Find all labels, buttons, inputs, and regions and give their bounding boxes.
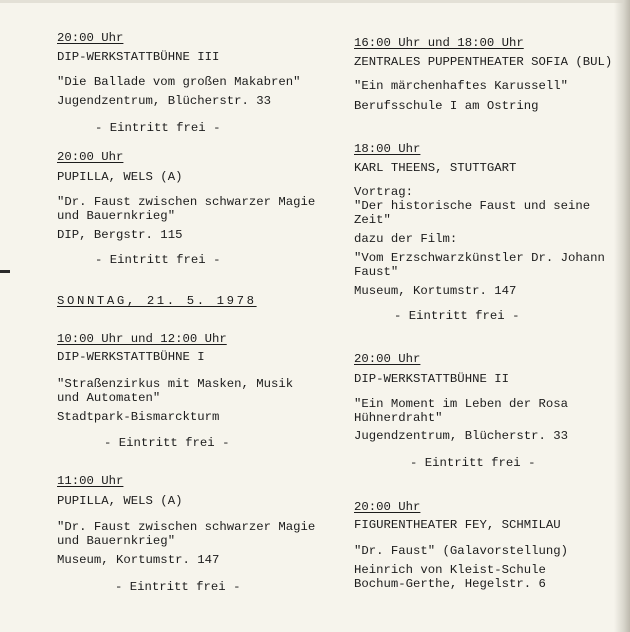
event-title: und Automaten" — [57, 391, 161, 405]
event-time: 16:00 Uhr und 18:00 Uhr — [354, 36, 524, 50]
event-title: "Straßenzirkus mit Masken, Musik — [57, 377, 294, 391]
event-title: "Ein Moment im Leben der Rosa — [354, 397, 569, 411]
top-rule — [0, 0, 630, 3]
event-venue: Stadtpark-Bismarckturm — [57, 410, 220, 424]
event-company: ZENTRALES PUPPENTHEATER SOFIA (BUL) — [354, 55, 613, 69]
event-title: "Die Ballade vom großen Makabren" — [57, 75, 301, 89]
event-time: 11:00 Uhr — [57, 474, 124, 488]
event-film-title: Faust" — [354, 265, 399, 279]
event-entry: - Eintritt frei - — [95, 121, 221, 135]
event-venue: Heinrich von Kleist-Schule — [354, 563, 546, 577]
event-talk-label: Vortrag: — [354, 185, 414, 199]
event-venue: Jugendzentrum, Blücherstr. 33 — [354, 429, 569, 443]
event-film-label: dazu der Film: — [354, 232, 458, 246]
event-time: 10:00 Uhr und 12:00 Uhr — [57, 332, 227, 346]
event-time: 18:00 Uhr — [354, 142, 421, 156]
event-company: DIP-WERKSTATTBÜHNE III — [57, 50, 220, 64]
event-title: Hühnerdraht" — [354, 411, 443, 425]
edge-mark — [0, 270, 10, 273]
event-venue: Berufsschule I am Ostring — [354, 99, 539, 113]
event-title: "Dr. Faust zwischen schwarzer Magie — [57, 195, 316, 209]
event-company: PUPILLA, WELS (A) — [57, 494, 183, 508]
event-venue: Museum, Kortumstr. 147 — [354, 284, 517, 298]
event-company: KARL THEENS, STUTTGART — [354, 161, 517, 175]
event-film-title: "Vom Erzschwarzkünstler Dr. Johann — [354, 251, 605, 265]
event-company: PUPILLA, WELS (A) — [57, 170, 183, 184]
event-entry: - Eintritt frei - — [394, 309, 520, 323]
event-talk-title: Zeit" — [354, 213, 391, 227]
event-time: 20:00 Uhr — [57, 31, 124, 45]
event-title: "Ein märchenhaftes Karussell" — [354, 79, 569, 93]
event-title: "Dr. Faust" (Galavorstellung) — [354, 544, 569, 558]
event-time: 20:00 Uhr — [354, 352, 421, 366]
event-talk-title: "Der historische Faust und seine — [354, 199, 591, 213]
date-heading: SONNTAG, 21. 5. 1978 — [57, 294, 257, 308]
page-edge-shadow — [614, 0, 630, 632]
event-entry: - Eintritt frei - — [115, 580, 241, 594]
event-company: DIP-WERKSTATTBÜHNE I — [57, 350, 205, 364]
event-entry: - Eintritt frei - — [410, 456, 536, 470]
event-venue: Bochum-Gerthe, Hegelstr. 6 — [354, 577, 546, 591]
event-venue: Jugendzentrum, Blücherstr. 33 — [57, 94, 272, 108]
event-time: 20:00 Uhr — [57, 150, 124, 164]
event-entry: - Eintritt frei - — [95, 253, 221, 267]
event-venue: DIP, Bergstr. 115 — [57, 228, 183, 242]
event-entry: - Eintritt frei - — [104, 436, 230, 450]
event-title: und Bauernkrieg" — [57, 209, 176, 223]
event-time: 20:00 Uhr — [354, 500, 421, 514]
event-title: und Bauernkrieg" — [57, 534, 176, 548]
event-title: "Dr. Faust zwischen schwarzer Magie — [57, 520, 316, 534]
event-company: DIP-WERKSTATTBÜHNE II — [354, 372, 509, 386]
event-venue: Museum, Kortumstr. 147 — [57, 553, 220, 567]
event-company: FIGURENTHEATER FEY, SCHMILAU — [354, 518, 561, 532]
